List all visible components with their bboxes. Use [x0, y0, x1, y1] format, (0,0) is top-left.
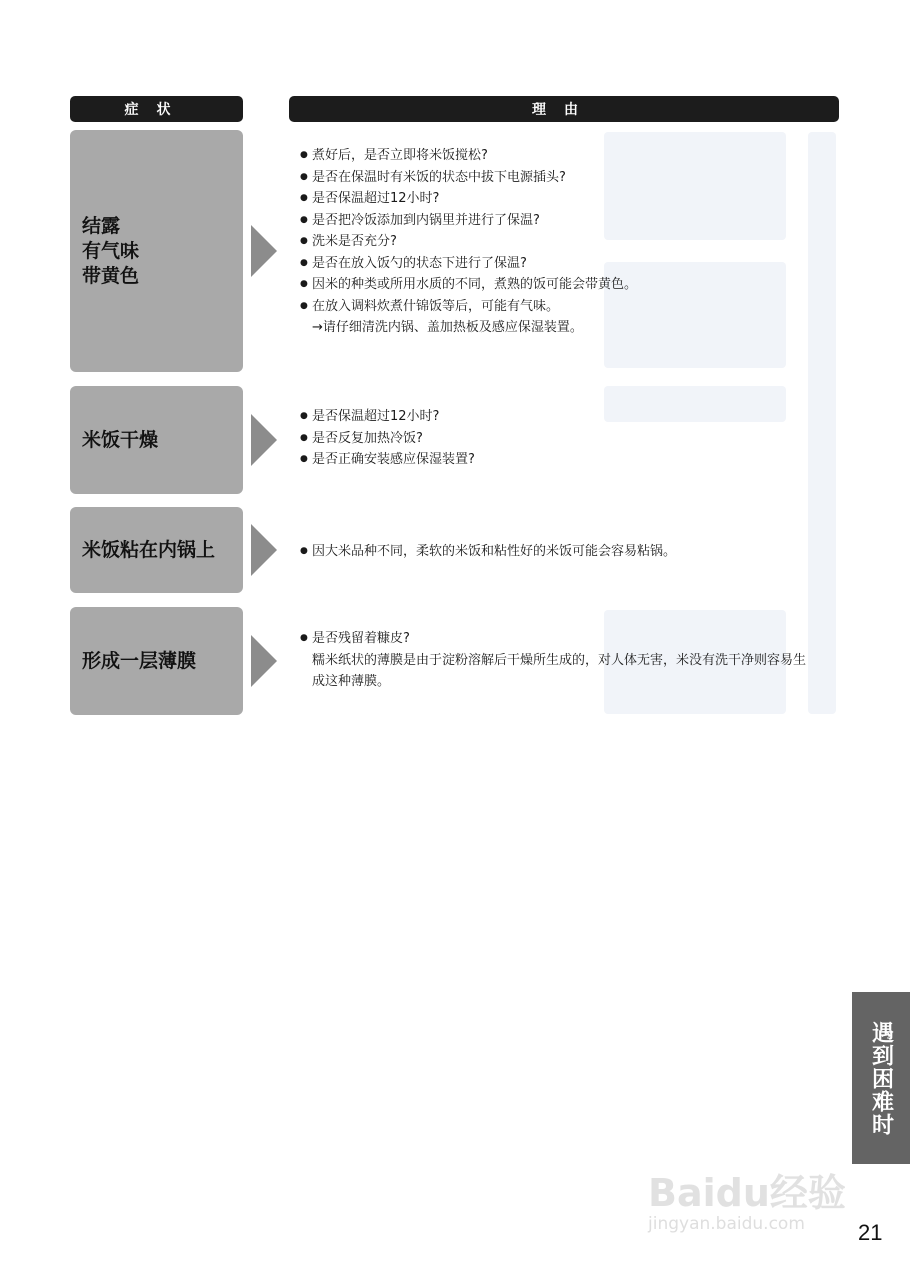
- reason-note: 糯米纸状的薄膜是由于淀粉溶解后干燥所生成的，对人体无害，米没有洗干净则容易生成这种薄膜。: [312, 652, 807, 689]
- reason-block: [300, 541, 820, 563]
- reason-header: [289, 96, 839, 122]
- reason-item: ● 是否把冷饭添加到内锅里并进行了保温?: [300, 210, 820, 232]
- reason-item: ● 是否反复加热冷饭?: [300, 428, 820, 450]
- symptom-header: [70, 96, 243, 122]
- reason-header-label: 理由: [532, 102, 596, 118]
- symptom-box: [70, 386, 243, 494]
- reason-item: ● 因大米品种不同，柔软的米饭和粘性好的米饭可能会容易粘锅。: [300, 541, 820, 563]
- symptom-header-label: 症状: [124, 102, 189, 118]
- section-tab-label: 遇到困难时: [868, 1020, 894, 1136]
- section-tab: [852, 992, 910, 1164]
- reason-item: ● 是否在保温时有米饭的状态中拔下电源插头?: [300, 167, 820, 189]
- symptom-box: [70, 130, 243, 372]
- reason-item: ● 因米的种类或所用水质的不同，煮熟的饭可能会带黄色。: [300, 274, 820, 296]
- arrow-icon: [251, 635, 277, 687]
- symptom-box: [70, 607, 243, 715]
- reason-item: ● 是否残留着糠皮?: [300, 628, 810, 650]
- arrow-icon: [251, 524, 277, 576]
- arrow-icon: [251, 414, 277, 466]
- reason-item: ● 是否保温超过12小时?: [300, 188, 820, 210]
- reason-block: [300, 628, 810, 693]
- reason-item: ● 洗米是否充分?: [300, 231, 820, 253]
- reason-item: ● 在放入调料炊煮什锦饭等后，可能有气味。 →请仔细清洗内锅、盖加热板及感应保湿装置。: [300, 296, 820, 339]
- symptom-label: 形成一层薄膜: [82, 649, 197, 672]
- reason-item: ● 是否正确安装感应保湿装置?: [300, 449, 820, 471]
- symptom-box: [70, 507, 243, 593]
- symptom-label: 结露 有气味 带黄色: [82, 214, 140, 287]
- reason-item: ● 是否在放入饭勺的状态下进行了保温?: [300, 253, 820, 275]
- reason-item: ● 煮好后，是否立即将米饭搅松?: [300, 145, 820, 167]
- reason-block: [300, 145, 820, 339]
- watermark-url: jingyan.baidu.com: [648, 1214, 805, 1234]
- page-number: 21: [858, 1220, 883, 1245]
- watermark-brand: Baidu经验: [648, 1171, 846, 1215]
- reason-item: ● 是否保温超过12小时?: [300, 406, 820, 428]
- reason-block: [300, 406, 820, 471]
- symptom-label: 米饭干燥: [82, 428, 159, 451]
- symptom-label: 米饭粘在内锅上: [82, 538, 216, 561]
- arrow-icon: [251, 225, 277, 277]
